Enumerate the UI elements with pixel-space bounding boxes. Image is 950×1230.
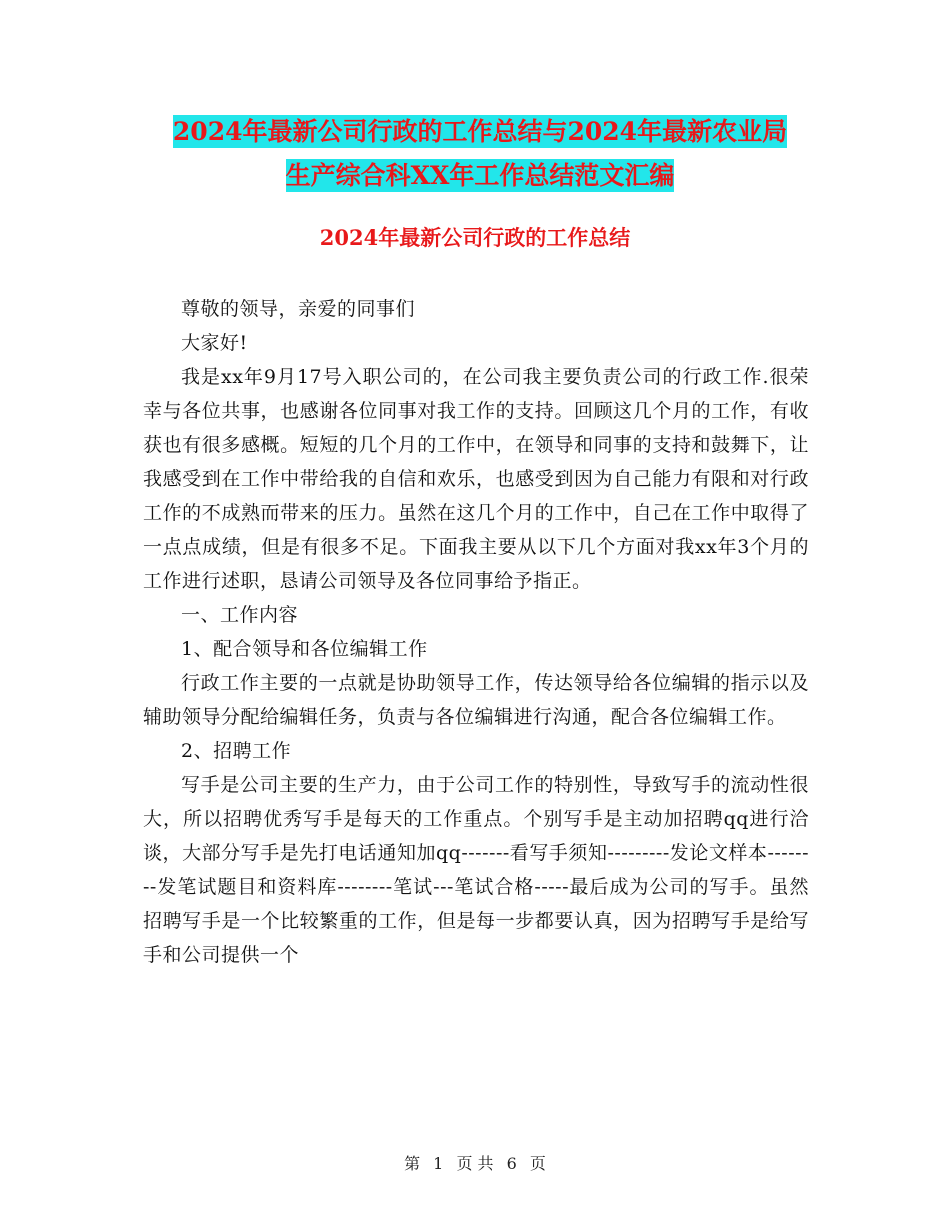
footer-total-pages: 6 — [506, 1154, 517, 1173]
paragraph-cooperate-editors: 行政工作主要的一点就是协助领导工作，传达领导给各位编辑的指示以及辅助领导分配给编辑任务，负责与各位编辑进行沟通，配合各位编辑工作。 — [143, 672, 809, 728]
footer-current-page: 1 — [433, 1154, 444, 1173]
paragraph-salutation: 尊敬的领导，亲爱的同事们 — [181, 298, 416, 320]
paragraph-intro: 我是xx年9月17号入职公司的，在公司我主要负责公司的行政工作.很荣幸与各位共事，也感谢各位同事对我工作的支持。回顾这几个月的工作，有收获也有很多感概。短短的几个月的工作中，在领导和同事的支持和鼓舞下，让我感受到在工作中带给我的自信和欢乐，也感受到因为自己能力有限和对行政工作的不成熟而带来的压力。虽然在这几个月的工作中，自己在工作中取得了一点点成绩，但是有很多不足。下面我主要从以下几个方面对我xx年3个月的工作进行述职，恳请公司领导及各位同事给予指正。 — [143, 366, 809, 592]
page-footer — [0, 1152, 950, 1176]
document-title-line-1: 2024年最新公司行政的工作总结与2024年最新农业局 — [172, 117, 788, 146]
document-body — [143, 292, 809, 972]
footer-suffix: 页 — [529, 1154, 546, 1173]
footer-middle: 页 共 — [456, 1154, 494, 1173]
heading-work-content: 一、工作内容 — [181, 604, 299, 626]
paragraph-recruitment: 写手是公司主要的生产力，由于公司工作的特别性，导致写手的流动性很大，所以招聘优秀写手是每天的工作重点。个别写手是主动加招聘qq进行洽谈，大部分写手是先打电话通知加qq-------看写手须知---------发论文样本--------发笔试题目和资料库--------笔试---笔试合格-----最后成为公司的写手。虽然招聘写手是一个比较繁重的工作，但是每一步都要认真，因为招聘写手是给写手和公司提供一个 — [143, 774, 809, 966]
heading-recruitment: 2、招聘工作 — [181, 740, 292, 762]
document-title-line-2: 生产综合科XX年工作总结范文汇编 — [285, 161, 675, 190]
heading-cooperate-editors: 1、配合领导和各位编辑工作 — [181, 638, 428, 660]
section-title: 2024年最新公司行政的工作总结 — [319, 225, 631, 250]
footer-prefix: 第 — [404, 1154, 421, 1173]
paragraph-greeting: 大家好! — [181, 332, 248, 354]
document-title — [140, 110, 820, 198]
